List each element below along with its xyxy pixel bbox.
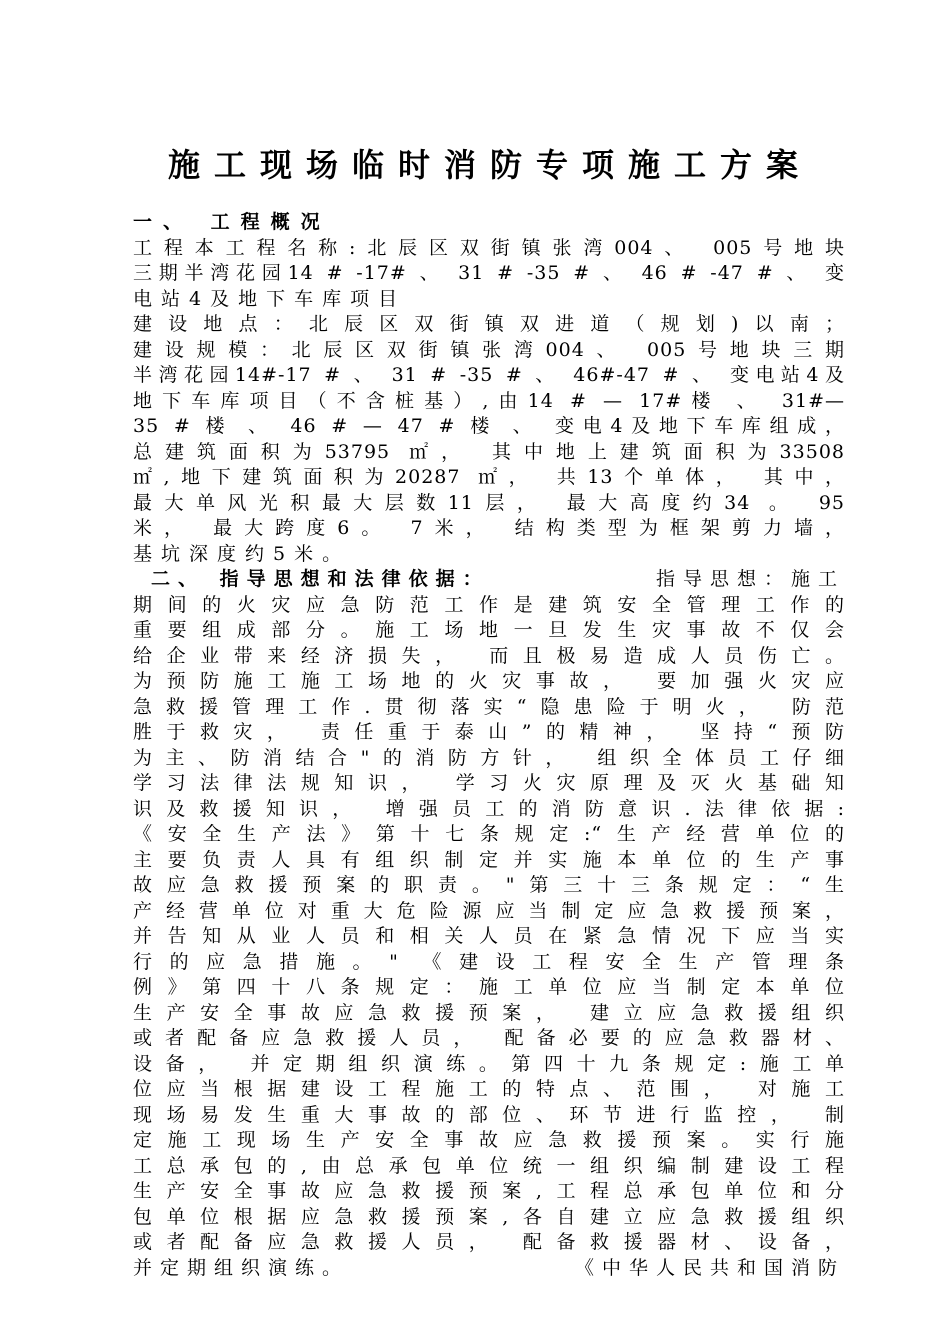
paragraph-line: 设备， 并定期组织演练。第四十九条规定:施工单: [133, 1052, 845, 1075]
paragraph-line-tail: 《中华人民共和国消防: [574, 1256, 845, 1279]
paragraph-line: 并告知从业人员和相关人员在紧急情况下应当实: [133, 925, 845, 947]
paragraph-line: 给企业带来经济损失， 而且极易造成人员伤亡。: [133, 644, 845, 667]
paragraph-line: 三期半湾花园14 # -17# 、 31 # -35 # 、 46 # -47 # 、 变: [133, 262, 845, 284]
paragraph-line: 工总承包的,由总承包单位统一组织编制建设工程: [133, 1154, 845, 1177]
paragraph-line: ㎡,地下建筑面积为20287 ㎡， 共13个单体， 其中，: [133, 466, 845, 488]
paragraph-line: 生产安全事故应急救援预案,工程总承包单位和分: [133, 1180, 845, 1202]
paragraph-line: 为主、防消结合"的消防方针， 组织全体员工仔细: [133, 746, 845, 769]
paragraph-line: 建设规模：北辰区双街镇张湾004、 005号地块三期: [133, 338, 845, 361]
section-heading-row: [133, 567, 845, 593]
paragraph-line: 包单位根据应急救援预案,各自建立应急救援组织: [133, 1205, 845, 1228]
paragraph-line: 电站4及地下车库项目: [133, 287, 407, 310]
paragraph-line: 现场易发生重大事故的部位、环节进行监控， 制: [133, 1103, 845, 1126]
paragraph-line: 《安全生产法》第十七条规定:“生产经营单位的: [133, 823, 845, 845]
paragraph-line: 生产安全事故应急救援预案， 建立应急救援组织: [133, 1001, 845, 1024]
paragraph-line: 地下车库项目（不含桩基）,由14 # — 17#楼 、 31#—: [133, 389, 845, 412]
paragraph-line: 工程本工程名称:北辰区双街镇张湾004、 005号地块: [133, 236, 845, 259]
paragraph-line: 学习法律法规知识， 学习火灾原理及灭火基础知: [133, 772, 845, 794]
paragraph-line: 35 # 楼 、 46 # — 47 # 楼 、 变电4及地下车库组成，: [133, 415, 845, 437]
paragraph-line: 基坑深度约5米。: [133, 542, 351, 565]
document-body: [133, 210, 845, 1281]
paragraph-line: 重要组成部分。施工场地一旦发生灾事故不仅会: [133, 619, 845, 641]
paragraph-line: 最大单风光积最大层数11层， 最大高度约34 。 95: [133, 491, 845, 514]
paragraph-line: 为预防施工施工场地的火灾事故， 要加强火灾应: [133, 670, 845, 692]
paragraph-line: 期间的火灾应急防范工作是建筑安全管理工作的: [133, 593, 845, 616]
paragraph-line: 定施工现场生产安全事故应急救援预案。实行施: [133, 1129, 845, 1151]
paragraph-line: 建设地点：北辰区双街镇双进道（规划)以南；: [133, 313, 845, 335]
paragraph-line: 或者配备应急救援人员， 配备必要的应急救器材、: [133, 1027, 845, 1049]
paragraph-line-tail: 指导思想：施工: [655, 568, 845, 590]
paragraph-line: 米， 最大跨度6。 7米， 结构类型为框架剪力墙，: [133, 517, 845, 539]
document-title: 施工现场临时消防专项施工方案: [167, 146, 812, 184]
paragraph-line: 半湾花园14#-17 # 、 31 # -35 # 、 46#-47 # 、 变电站4及: [133, 364, 845, 386]
paragraph-line: 主要负责人具有组织制定并实施本单位的生产事: [133, 848, 845, 871]
paragraph-line: 产经营单位对重大危险源应当制定应急救援预案，: [133, 899, 845, 922]
paragraph-line: 例》第四十八条规定：施工单位应当制定本单位: [133, 976, 845, 998]
paragraph-line: 胜于救灾， 责任重于泰山”的精神， 坚持“预防: [133, 721, 845, 743]
paragraph-line: 行的应急措施。" 《建设工程安全生产管理条: [133, 950, 845, 973]
section-heading-overview: 一、 工程概况: [133, 211, 331, 233]
paragraph-line: 总建筑面积为53795 ㎡， 其中地上建筑面积为33508: [133, 440, 845, 463]
paragraph-line-head: 并定期组织演练。: [133, 1256, 350, 1279]
section-heading-guidance: 二、 指导思想和法律依据：: [151, 568, 490, 590]
paragraph-line: 识及救援知识， 增强员工的消防意识.法律依据:: [133, 797, 845, 820]
paragraph-line: 或者配备应急救援人员， 配备救援器材、设备，: [133, 1231, 845, 1253]
paragraph-line: 位应当根据建设工程施工的特点、范围， 对施工: [133, 1078, 845, 1100]
paragraph-line: 故应急救援预案的职责。"第三十三条规定：“生: [133, 874, 845, 896]
paragraph-line: 急救援管理工作.贯彻落实“隐患险于明火， 防范: [133, 695, 845, 718]
paragraph-line-last: [133, 1256, 845, 1282]
